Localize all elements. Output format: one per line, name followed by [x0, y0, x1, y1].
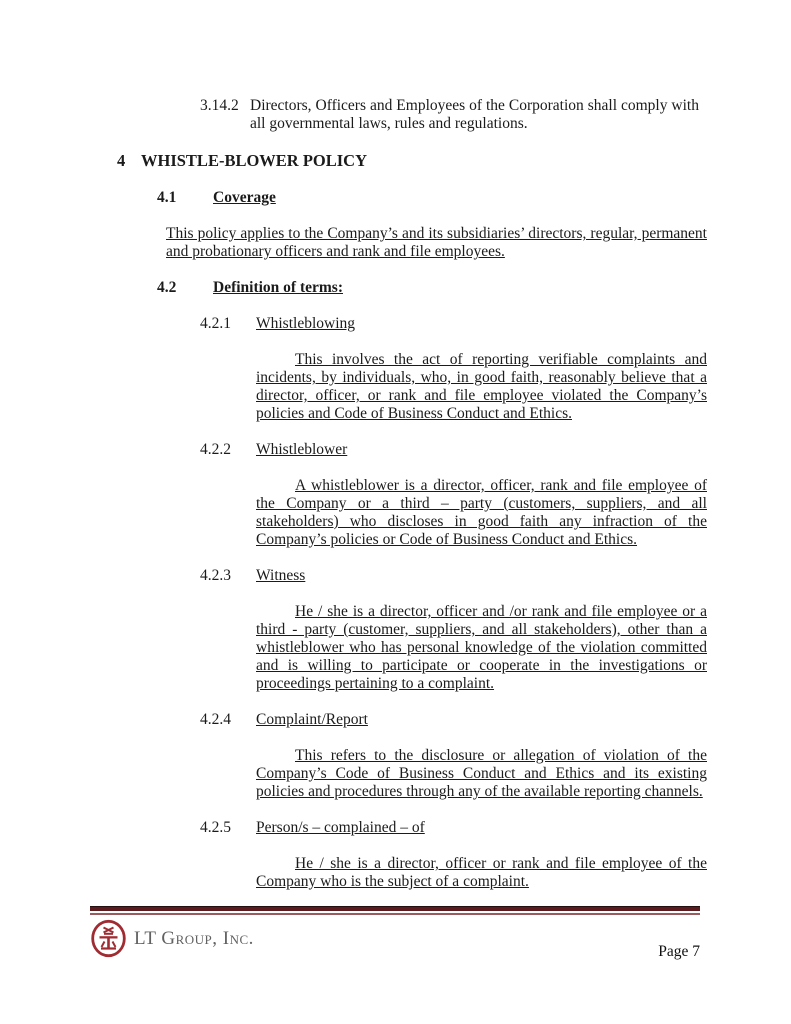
section-title: Directors, Officers and Employees of the Corporation shall comply with all governmental laws, rules and regulations. — [250, 97, 699, 132]
body-paragraph: He / she is a director, officer or rank and file employee of the Company who is the subject of a complaint. — [256, 855, 707, 890]
section-item — [200, 711, 707, 729]
company-logo-icon — [90, 919, 127, 958]
section-number: 4.2.4 — [200, 711, 231, 728]
section-title: Witness — [256, 567, 306, 584]
section-title: Whistleblowing — [256, 315, 356, 332]
section-number: 4.2 — [157, 279, 177, 296]
section-number: 4.2.2 — [200, 441, 231, 458]
section-item — [200, 567, 707, 585]
section-number: 3.14.2 — [200, 97, 239, 114]
document-body — [117, 97, 707, 909]
company-name: LT Group, Inc. — [134, 927, 254, 949]
section-title: Coverage — [213, 189, 276, 206]
section-title: WHISTLE-BLOWER POLICY — [141, 151, 368, 170]
section-number: 4.2.1 — [200, 315, 231, 332]
body-paragraph: This involves the act of reporting verifiable complaints and incidents, by individuals, who, in good faith, reasonably believe that a director, officer, or rank and file employee violated the Company’s policies and Code of Business Conduct and Ethics. — [256, 351, 707, 422]
body-paragraph: A whistleblower is a director, officer, rank and file employee of the Company or a third – party (customers, suppliers, and all stakeholders) who discloses in good faith any infraction of the Company’s policies or Code of Business Conduct and Ethics. — [256, 477, 707, 548]
section-item — [200, 819, 707, 837]
section-number: 4 — [117, 151, 126, 170]
section-title: Person/s – complained – of — [256, 819, 425, 836]
body-paragraph: This refers to the disclosure or allegation of violation of the Company’s Code of Business Conduct and Ethics and its existing policies and procedures through any of the available reporting channels. — [256, 747, 707, 800]
page-number: Page 7 — [658, 943, 700, 960]
footer-rule-thin — [90, 913, 700, 915]
body-paragraph: This policy applies to the Company’s and its subsidiaries’ directors, regular, permanent and probationary officers and rank and file employees. — [166, 225, 707, 260]
section-item — [157, 189, 707, 207]
section-title: Definition of terms: — [213, 279, 343, 296]
section-item — [200, 441, 707, 459]
section-title: Complaint/Report — [256, 711, 368, 728]
body-paragraph: He / she is a director, officer and /or rank and file employee or a third - party (customer, suppliers, and all stakeholders), other than a whistleblower who has personal knowledge of the violation committed and is willing to participate or cooperate in the investigations or proceedings pertaining to a complaint. — [256, 603, 707, 692]
page-footer — [90, 906, 700, 958]
section-item — [200, 97, 707, 133]
section-item — [117, 151, 707, 171]
section-item — [157, 279, 707, 297]
section-item — [200, 315, 707, 333]
section-number: 4.2.3 — [200, 567, 231, 584]
section-title: Whistleblower — [256, 441, 348, 458]
section-number: 4.2.5 — [200, 819, 231, 836]
section-number: 4.1 — [157, 189, 177, 206]
